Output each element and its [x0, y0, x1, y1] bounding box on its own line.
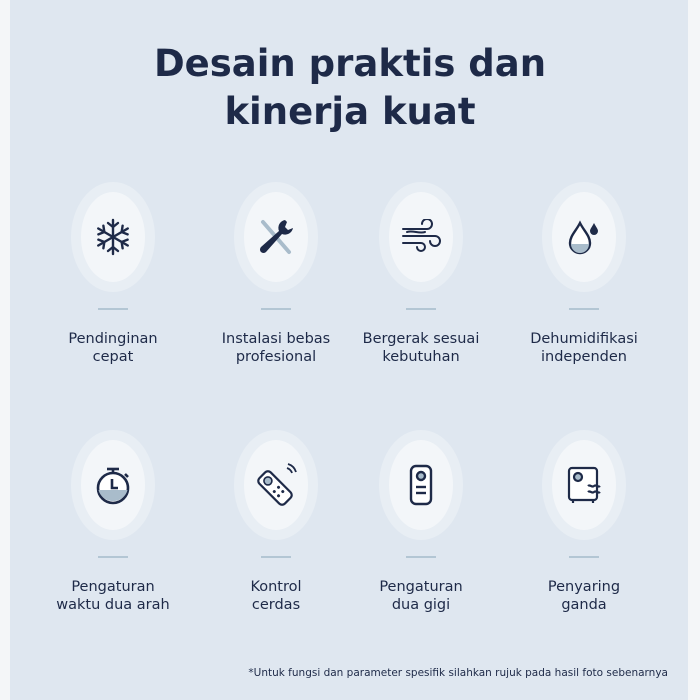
feature-label-line-1: Instalasi bebas [221, 331, 331, 347]
feature-label-line-2: cerdas [251, 597, 301, 613]
snowflake-icon [81, 192, 145, 282]
remote-control-icon [244, 440, 308, 530]
feature-label [201, 330, 351, 366]
filter-icon [552, 440, 616, 530]
title-line-2: kinerja kuat [224, 90, 476, 133]
feature-label-line-2: cepat [92, 349, 134, 365]
feature-label-line-1: Bergerak sesuai [362, 331, 480, 347]
page-title [0, 40, 700, 136]
feature-label-line-2: profesional [235, 349, 317, 365]
divider [261, 556, 291, 558]
water-drop-icon [552, 192, 616, 282]
divider [261, 308, 291, 310]
divider [406, 556, 436, 558]
title-line-1: Desain praktis dan [153, 42, 547, 85]
feature-label-line-1: Pengaturan [71, 579, 155, 595]
feature-label [509, 330, 659, 366]
feature-label-line-1: Pengaturan [379, 579, 463, 595]
divider [98, 556, 128, 558]
wrench-screwdriver-icon [244, 192, 308, 282]
feature-label [201, 578, 351, 614]
feature-label [38, 578, 188, 614]
divider [406, 308, 436, 310]
feature-label [346, 578, 496, 614]
feature-label [346, 330, 496, 366]
divider [569, 556, 599, 558]
wind-icon [389, 192, 453, 282]
speed-control-icon [389, 440, 453, 530]
feature-label-line-1: Pendinginan [68, 331, 158, 347]
divider [98, 308, 128, 310]
feature-label-line-2: dua gigi [391, 597, 451, 613]
feature-label-line-1: Dehumidifikasi [530, 331, 638, 347]
stopwatch-icon [81, 440, 145, 530]
feature-label-line-2: kebutuhan [382, 349, 460, 365]
feature-label-line-2: waktu dua arah [56, 597, 170, 613]
feature-label-line-2: independen [541, 349, 627, 365]
divider [569, 308, 599, 310]
feature-label-line-1: Kontrol [250, 579, 302, 595]
feature-label-line-1: Penyaring [547, 579, 621, 595]
footnote: *Untuk fungsi dan parameter spesifik silahkan rujuk pada hasil foto sebenarnya [248, 667, 668, 679]
feature-label-line-2: ganda [561, 597, 607, 613]
feature-label [509, 578, 659, 614]
feature-label [38, 330, 188, 366]
